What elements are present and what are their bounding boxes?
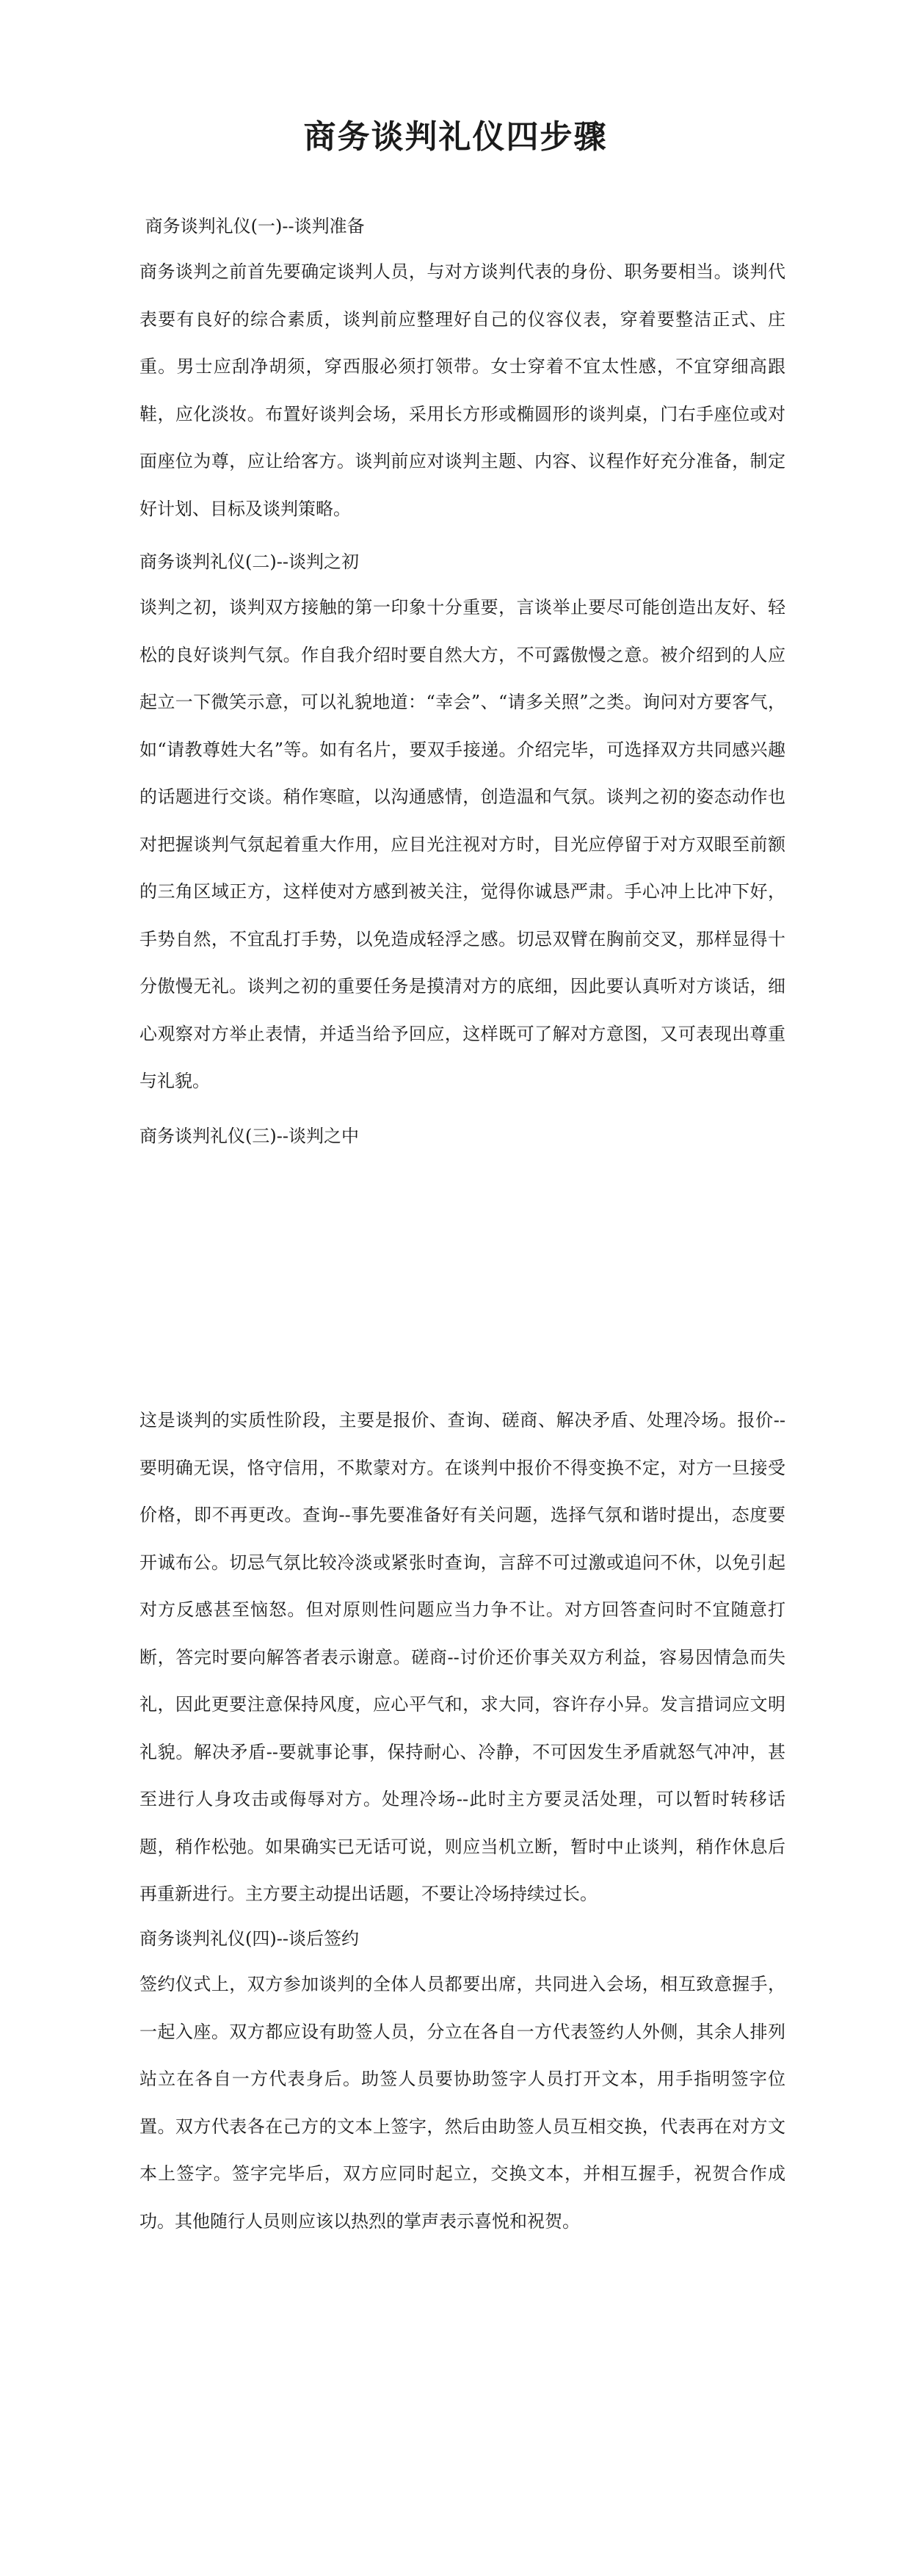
section-heading: 商务谈判礼仪(一)--谈判准备 [139,216,365,236]
section-paragraph: 商务谈判之前首先要确定谈判人员，与对方谈判代表的身份、职务要相当。谈判代表要有良好的综合素质，谈判前应整理好自己的仪容仪表，穿着要整洁正式、庄重。男士应刮净胡须，穿西服必须打领带。女士穿着不宜太性感，不宜穿细高跟鞋，应化淡妆。布置好谈判会场，采用长方形或椭圆形的谈判桌，门右手座位或对面座位为尊，应让给客方。谈判前应对谈判主题、内容、议程作好充分准备，制定好计划、目标及谈判策略。 [139,261,785,519]
page-title: 商务谈判礼仪四步骤 [303,118,608,156]
section-3-body-block [139,1397,785,1918]
section-heading: 商务谈判礼仪(二)--谈判之初 [139,551,359,572]
section-paragraph: 签约仪式上，双方参加谈判的全体人员都要出席，共同进入会场，相互致意握手，一起入座。双方都应设有助签人员，分立在各自一方代表签约人外侧，其余人排列站立在各自一方代表身后。助签人员要协助签字人员打开文本，用手指明签字位置。双方代表各在己方的文本上签字，然后由助签人员互相交换，代表再在对方文本上签字。签字完毕后，双方应同时起立，交换文本，并相互握手，祝贺合作成功。其他随行人员则应该以热烈的掌声表示喜悦和祝贺。 [139,1974,785,2232]
section-heading: 商务谈判礼仪(四)--谈后签约 [139,1928,359,1949]
section-heading: 商务谈判礼仪(三)--谈判之中 [139,1126,359,1146]
section-4 [139,1924,785,2245]
section-3-heading-block [139,1121,785,1151]
section-2 [139,547,785,1105]
section-paragraph: 谈判之初，谈判双方接触的第一印象十分重要，言谈举止要尽可能创造出友好、轻松的良好谈判气氛。作自我介绍时要自然大方，不可露傲慢之意。被介绍到的人应起立一下微笑示意，可以礼貌地道：“幸会”、“请多关照”之类。询问对方要客气，如“请教尊姓大名”等。如有名片，要双手接递。介绍完毕，可选择双方共同感兴趣的话题进行交谈。稍作寒暄，以沟通感情，创造温和气氛。谈判之初的姿态动作也对把握谈判气氛起着重大作用，应目光注视对方时，目光应停留于对方双眼至前额的三角区域正方，这样使对方感到被关注，觉得你诚恳严肃。手心冲上比冲下好，手势自然，不宜乱打手势，以免造成轻浮之感。切忌双臂在胸前交叉，那样显得十分傲慢无礼。谈判之初的重要任务是摸清对方的底细，因此要认真听对方谈话，细心观察对方举止表情，并适当给予回应，这样既可了解对方意图，又可表现出尊重与礼貌。 [139,597,785,1091]
section-paragraph: 这是谈判的实质性阶段，主要是报价、查询、磋商、解决矛盾、处理冷场。报价--要明确无误，恪守信用，不欺蒙对方。在谈判中报价不得变换不定，对方一旦接受价格，即不再更改。查询--事先要准备好有关问题，选择气氛和谐时提出，态度要开诚布公。切忌气氛比较冷淡或紧张时查询，言辞不可过激或追问不休，以免引起对方反感甚至恼怒。但对原则性问题应当力争不让。对方回答查问时不宜随意打断，答完时要向解答者表示谢意。磋商--讨价还价事关双方利益，容易因情急而失礼，因此更要注意保持风度，应心平气和，求大同，容许存小异。发言措词应文明礼貌。解决矛盾--要就事论事，保持耐心、冷静，不可因发生矛盾就怒气冲冲，甚至进行人身攻击或侮辱对方。处理冷场--此时主方要灵活处理，可以暂时转移话题，稍作松弛。如果确实已无话可说，则应当机立断，暂时中止谈判，稍作休息后再重新进行。主方要主动提出话题，不要让冷场持续过长。 [139,1410,785,1904]
section-1 [139,211,785,532]
